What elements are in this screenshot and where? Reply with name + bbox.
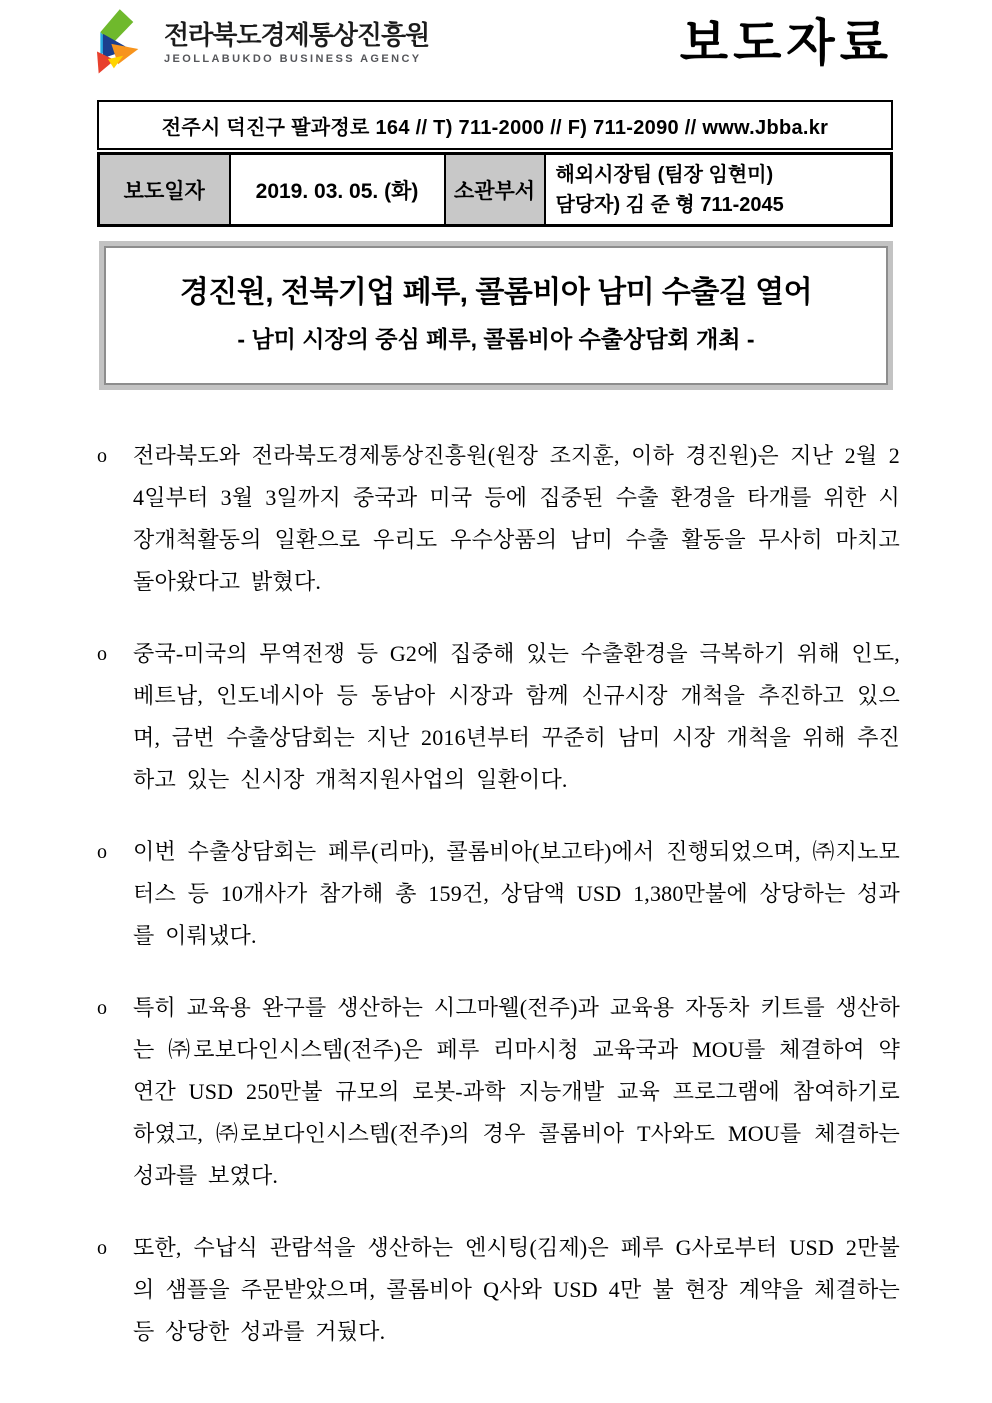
- bullet-marker: o: [97, 1237, 107, 1259]
- bullet-marker: o: [97, 997, 107, 1019]
- release-date-value: 2019. 03. 05. (화): [230, 154, 445, 226]
- document-type-title: 보도자료: [679, 15, 893, 71]
- body-paragraph: [97, 987, 900, 1197]
- headline-title: 경진원, 전북기업 페루, 콜롬비아 남미 수출길 열어: [179, 276, 813, 309]
- press-info-table: [97, 152, 893, 227]
- header: [0, 0, 992, 98]
- agency-name-english: JEOLLABUKDO BUSINESS AGENCY: [164, 53, 422, 65]
- bullet-marker: o: [97, 643, 107, 665]
- agency-name-korean: 전라북도경제통상진흥원: [164, 20, 430, 50]
- body-paragraph: [97, 1227, 900, 1353]
- department-team-line: 해외시장팀 (팀장 임현미): [555, 163, 774, 186]
- agency-logo-text: [164, 4, 429, 65]
- body-paragraph: [97, 435, 900, 603]
- document-body: [97, 435, 900, 1353]
- paragraph-text: 중국-미국의 무역전쟁 등 G2에 집중해 있는 수출환경을 극복하기 위해 인도, 베트남, 인도네시아 등 동남아 시장과 함께 신규시장 개척을 추진하고 있으며, 금번 수출상담회는 지난 2016년부터 꾸준히 남미 시장 개척을 위해 추진하고 있는 신시장 개척지원사업의 일환이다.: [133, 641, 900, 792]
- paragraph-text: 또한, 수납식 관람석을 생산하는 엔시팅(김제)은 페루 G사로부터 USD 2만불의 샘플을 주문받았으며, 콜롬비아 Q사와 USD 4만 불 현장 계약을 체결하는 등 상당한 성과를 거뒀다.: [133, 1235, 900, 1344]
- department-value: [545, 154, 892, 226]
- department-contact-line: 담당자) 김 준 형 711-2045: [555, 193, 784, 216]
- address-bar: 전주시 덕진구 팔과정로 164 // T) 711-2000 // F) 711-2090 // www.Jbba.kr: [97, 100, 893, 150]
- table-row: [99, 154, 892, 226]
- body-paragraph: [97, 831, 900, 957]
- agency-logo-icon: [86, 4, 162, 94]
- headline-box: [104, 246, 888, 385]
- body-paragraph: [97, 633, 900, 801]
- headline-subtitle: - 남미 시장의 중심 페루, 콜롬비아 수출상담회 개최 -: [237, 326, 755, 352]
- release-date-label: 보도일자: [99, 154, 230, 226]
- paragraph-text: 전라북도와 전라북도경제통상진흥원(원장 조지훈, 이하 경진원)은 지난 2월 24일부터 3월 3일까지 중국과 미국 등에 집중된 수출 환경을 타개를 위한 시장개척활동의 일환으로 우리도 우수상품의 남미 수출 활동을 무사히 마치고 돌아왔다고 밝혔다.: [133, 443, 900, 594]
- paragraph-text: 이번 수출상담회는 페루(리마), 콜롬비아(보고타)에서 진행되었으며, ㈜지노모터스 등 10개사가 참가해 총 159건, 상담액 USD 1,380만불에 상당하는 성과를 이뤄냈다.: [133, 839, 900, 948]
- department-label: 소관부서: [445, 154, 545, 226]
- agency-logo: [86, 4, 429, 94]
- paragraph-text: 특히 교육용 완구를 생산하는 시그마웰(전주)과 교육용 자동차 키트를 생산하는 ㈜로보다인시스템(전주)은 페루 리마시청 교육국과 MOU를 체결하여 약 연간 USD 250만불 규모의 로봇-과학 지능개발 교육 프로그램에 참여하기로 하였고, ㈜로보다인시스템(전주)의 경우 콜롬비아 T사와도 MOU를 체결하는 성과를 보였다.: [133, 995, 900, 1188]
- bullet-marker: o: [97, 841, 107, 863]
- bullet-marker: o: [97, 445, 107, 467]
